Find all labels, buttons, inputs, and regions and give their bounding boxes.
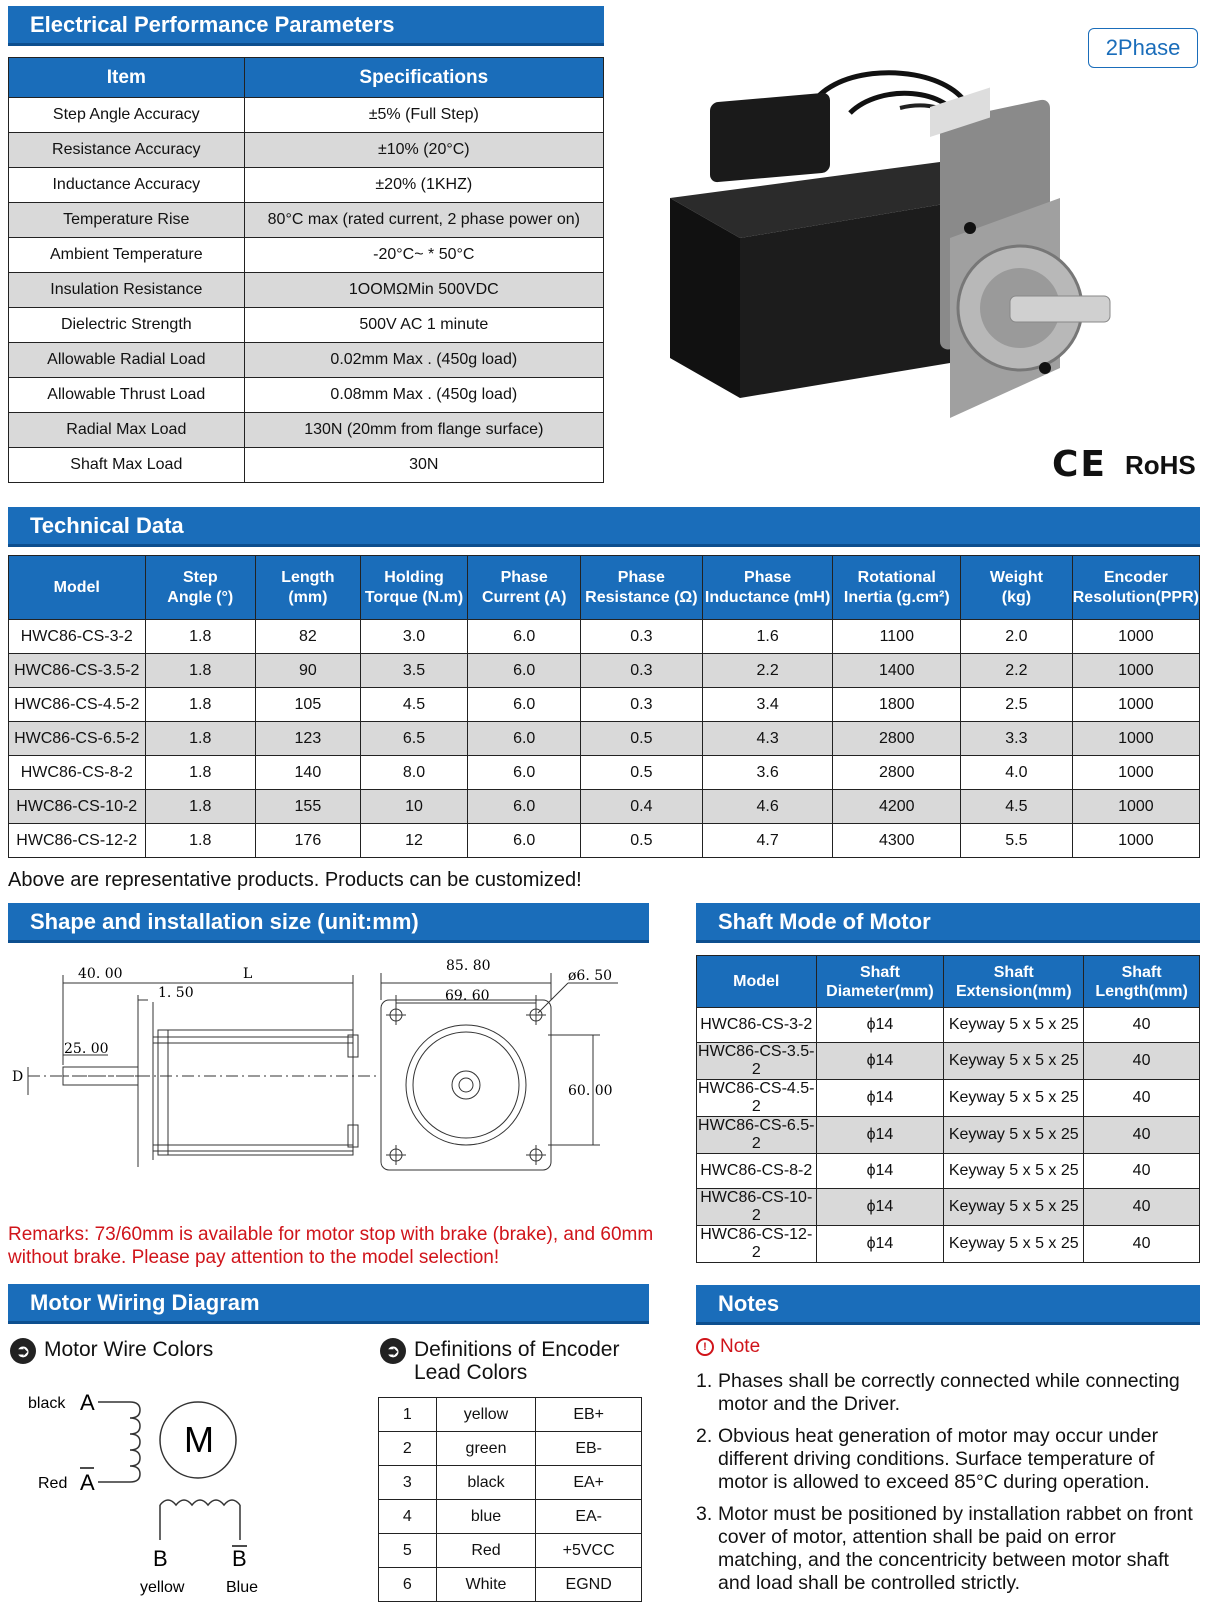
technical-header-line: Weight xyxy=(989,568,1043,586)
technical-header-cell xyxy=(833,556,961,620)
technical-header-line: Current (A) xyxy=(481,588,567,606)
technical-header-cell xyxy=(145,556,256,620)
technical-cell: 1.8 xyxy=(145,722,256,756)
technical-header-line: Rotational xyxy=(857,568,936,586)
technical-cell: 1.6 xyxy=(702,620,833,654)
encoder-cell: EB+ xyxy=(536,1398,642,1432)
encoder-cell: Red xyxy=(436,1534,536,1568)
shaft-header-line: Diameter(mm) xyxy=(826,982,934,1000)
technical-header-line: (kg) xyxy=(1001,588,1032,606)
encoder-cell: 2 xyxy=(379,1432,437,1466)
shaft-cell: ϕ14 xyxy=(816,1043,944,1080)
dim-696: 69. 60 xyxy=(445,988,490,1004)
note-text: Phases shall be correctly connected while connecting motor and the Driver. xyxy=(718,1370,1180,1415)
shaft-row xyxy=(697,1226,1200,1263)
technical-cell: 4200 xyxy=(833,790,961,824)
technical-cell: 6.5 xyxy=(360,722,468,756)
technical-header-line: Inductance (mH) xyxy=(704,588,831,606)
shaft-cell: 40 xyxy=(1084,1117,1200,1154)
electrical-spec: 1OOMΩMin 500VDC xyxy=(244,273,603,308)
technical-cell: 1.8 xyxy=(145,790,256,824)
technical-header-line: Encoder xyxy=(1103,568,1168,586)
technical-cell: 2.0 xyxy=(961,620,1073,654)
electrical-row xyxy=(9,273,604,308)
electrical-row xyxy=(9,343,604,378)
technical-cell: 155 xyxy=(256,790,361,824)
electrical-spec: 130N (20mm from flange surface) xyxy=(244,413,603,448)
technical-cell: 0.4 xyxy=(581,790,703,824)
technical-header-cell xyxy=(702,556,833,620)
technical-header-line: Resistance (Ω) xyxy=(585,588,698,606)
technical-header-line: Phase xyxy=(500,568,548,586)
encoder-cell: yellow xyxy=(436,1398,536,1432)
technical-header-row xyxy=(9,556,1200,620)
technical-cell: 4.5 xyxy=(961,790,1073,824)
technical-cell: 4.0 xyxy=(961,756,1073,790)
note-item xyxy=(696,1503,1204,1595)
shaft-header-cell xyxy=(1084,956,1200,1008)
technical-cell: 1000 xyxy=(1072,824,1199,858)
warning-icon: ! xyxy=(696,1338,714,1356)
shaft-row xyxy=(697,1154,1200,1189)
rohs-mark: RoHS xyxy=(1125,450,1196,480)
shaft-cell: Keyway 5 x 5 x 25 xyxy=(944,1226,1084,1263)
technical-cell: 123 xyxy=(256,722,361,756)
technical-header-line: Model xyxy=(53,578,100,596)
technical-cell: 3.5 xyxy=(360,654,468,688)
technical-cell: 105 xyxy=(256,688,361,722)
shaft-row xyxy=(697,1080,1200,1117)
technical-header-line: Phase xyxy=(617,568,665,586)
electrical-row xyxy=(9,98,604,133)
technical-cell: 1000 xyxy=(1072,654,1199,688)
technical-cell: 1.8 xyxy=(145,620,256,654)
technical-cell: HWC86-CS-6.5-2 xyxy=(9,722,146,756)
technical-header-cell xyxy=(9,556,146,620)
shaft-header-cell xyxy=(816,956,944,1008)
technical-cell: 1000 xyxy=(1072,790,1199,824)
shaft-cell: HWC86-CS-12-2 xyxy=(697,1226,817,1263)
encoder-cell: EA- xyxy=(536,1500,642,1534)
label-M: M xyxy=(184,1419,214,1460)
shaft-row xyxy=(697,1117,1200,1154)
label-black: black xyxy=(28,1395,66,1412)
technical-cell: 82 xyxy=(256,620,361,654)
technical-cell: 3.0 xyxy=(360,620,468,654)
technical-cell: 1.8 xyxy=(145,756,256,790)
shaft-cell: 40 xyxy=(1084,1154,1200,1189)
technical-cell: 1000 xyxy=(1072,620,1199,654)
shaft-cell: HWC86-CS-4.5-2 xyxy=(698,1080,815,1115)
shaft-header-row xyxy=(697,956,1200,1008)
technical-header-line: Step xyxy=(182,568,218,586)
phase-badge: 2Phase xyxy=(1088,28,1198,68)
label-Abar: A xyxy=(80,1470,95,1495)
shaft-cell: 40 xyxy=(1084,1043,1200,1080)
shaft-header-line: Shaft xyxy=(859,963,900,981)
shaft-cell: ϕ14 xyxy=(816,1008,944,1043)
encoder-title-line1: Definitions of Encoder xyxy=(414,1338,620,1361)
technical-cell: 1.8 xyxy=(145,824,256,858)
technical-cell: 4.5 xyxy=(360,688,468,722)
motor-photo xyxy=(650,68,1120,438)
shaft-cell: Keyway 5 x 5 x 25 xyxy=(944,1154,1084,1189)
technical-cell: 8.0 xyxy=(360,756,468,790)
technical-cell: 1.8 xyxy=(145,688,256,722)
shaft-header-line: Extension(mm) xyxy=(955,982,1072,1000)
electrical-row xyxy=(9,168,604,203)
electrical-row xyxy=(9,413,604,448)
electrical-item: Shaft Max Load xyxy=(9,448,245,483)
technical-cell: 6.0 xyxy=(468,722,581,756)
shaft-cell: 40 xyxy=(1084,1189,1200,1226)
remarks: Remarks: 73/60mm is available for motor stop with brake (brake), and 60mm without brake. Please pay attention to the model selection! xyxy=(8,1224,654,1268)
customize-note: Above are representative products. Products can be customized! xyxy=(8,869,582,891)
encoder-row xyxy=(379,1500,642,1534)
electrical-spec: 500V AC 1 minute xyxy=(244,308,603,343)
technical-cell: 1000 xyxy=(1072,722,1199,756)
technical-row xyxy=(9,654,1200,688)
technical-cell: 5.5 xyxy=(961,824,1073,858)
technical-cell: 0.5 xyxy=(581,722,703,756)
encoder-table xyxy=(378,1397,642,1602)
note-number: 3. xyxy=(696,1503,713,1525)
note-number: 1. xyxy=(696,1370,713,1392)
technical-cell: 3.6 xyxy=(702,756,833,790)
dim-L: L xyxy=(243,966,253,982)
technical-row xyxy=(9,790,1200,824)
electrical-spec: 80°C max (rated current, 2 phase power on) xyxy=(244,203,603,238)
encoder-cell: 5 xyxy=(379,1534,437,1568)
technical-cell: HWC86-CS-3.5-2 xyxy=(9,654,146,688)
technical-row xyxy=(9,722,1200,756)
electrical-row xyxy=(9,238,604,273)
encoder-cell: blue xyxy=(436,1500,536,1534)
encoder-row xyxy=(379,1398,642,1432)
dim-D: D xyxy=(12,1069,24,1085)
shaft-cell: ϕ14 xyxy=(816,1080,944,1117)
shaft-row xyxy=(697,1189,1200,1226)
dim-25: 25. 00 xyxy=(64,1041,109,1057)
section-shape: Shape and installation size (unit:mm) xyxy=(8,903,649,943)
technical-header-line: Length xyxy=(281,568,335,586)
electrical-item: Resistance Accuracy xyxy=(9,133,245,168)
encoder-cell: 3 xyxy=(379,1466,437,1500)
shaft-cell: HWC86-CS-3.5-2 xyxy=(698,1043,815,1078)
shaft-cell: HWC86-CS-8-2 xyxy=(697,1154,817,1189)
electrical-row xyxy=(9,308,604,343)
technical-cell: 4.7 xyxy=(702,824,833,858)
shaft-cell: Keyway 5 x 5 x 25 xyxy=(944,1117,1084,1154)
technical-cell: 2.2 xyxy=(961,654,1073,688)
technical-cell: 1000 xyxy=(1072,688,1199,722)
section-wiring: Motor Wiring Diagram xyxy=(8,1284,649,1324)
technical-header-line: (mm) xyxy=(288,588,328,606)
shaft-cell: Keyway 5 x 5 x 25 xyxy=(944,1189,1084,1226)
encoder-cell: EGND xyxy=(536,1568,642,1602)
electrical-row xyxy=(9,203,604,238)
label-red: Red xyxy=(38,1475,68,1492)
electrical-row xyxy=(9,133,604,168)
encoder-cell: +5VCC xyxy=(536,1534,642,1568)
note-item xyxy=(696,1370,1204,1416)
technical-row xyxy=(9,620,1200,654)
technical-header-cell xyxy=(1072,556,1199,620)
electrical-item: Step Angle Accuracy xyxy=(9,98,245,133)
note-text: Motor must be positioned by installation rabbet on front cover of motor, attention shall be paid on error matching, and the concentricity between motor shaft and load shall be controlled strictly. xyxy=(718,1503,1193,1594)
technical-header-cell xyxy=(581,556,703,620)
electrical-table xyxy=(8,57,604,483)
technical-cell: 0.3 xyxy=(581,620,703,654)
technical-header-cell xyxy=(256,556,361,620)
note-title: Note xyxy=(720,1336,761,1357)
electrical-item: Allowable Thrust Load xyxy=(9,378,245,413)
technical-cell: 2800 xyxy=(833,756,961,790)
technical-cell: 12 xyxy=(360,824,468,858)
shaft-header-cell xyxy=(944,956,1084,1008)
shaft-row xyxy=(697,1043,1200,1080)
motor-wiring-diagram xyxy=(20,1380,350,1600)
electrical-spec: ±10% (20°C) xyxy=(244,133,603,168)
dim-dia: ø6. 50 xyxy=(568,968,613,984)
encoder-cell: EB- xyxy=(536,1432,642,1466)
section-notes: Notes xyxy=(696,1285,1200,1325)
technical-cell: 6.0 xyxy=(468,824,581,858)
technical-cell: 0.5 xyxy=(581,824,703,858)
technical-cell: 1.8 xyxy=(145,654,256,688)
label-B: B xyxy=(153,1546,168,1571)
motor-wire-colors-heading xyxy=(10,1338,213,1364)
dim-150: 1. 50 xyxy=(158,985,194,1001)
electrical-row xyxy=(9,378,604,413)
technical-cell: 4300 xyxy=(833,824,961,858)
encoder-cell: White xyxy=(436,1568,536,1602)
encoder-cell: 4 xyxy=(379,1500,437,1534)
shaft-cell: Keyway 5 x 5 x 25 xyxy=(944,1080,1084,1117)
technical-cell: HWC86-CS-12-2 xyxy=(9,824,146,858)
technical-cell: 0.3 xyxy=(581,688,703,722)
technical-header-cell xyxy=(468,556,581,620)
technical-header-cell xyxy=(360,556,468,620)
electrical-spec: 0.08mm Max . (450g load) xyxy=(244,378,603,413)
encoder-colors-heading xyxy=(380,1338,619,1384)
encoder-cell: black xyxy=(436,1466,536,1500)
shaft-header-line: Shaft xyxy=(1121,963,1162,981)
electrical-item: Dielectric Strength xyxy=(9,308,245,343)
technical-cell: 4.3 xyxy=(702,722,833,756)
encoder-cell: EA+ xyxy=(536,1466,642,1500)
label-blue: Blue xyxy=(226,1579,259,1596)
technical-cell: 6.0 xyxy=(468,620,581,654)
electrical-spec: -20°C~ * 50°C xyxy=(244,238,603,273)
dim-40: 40. 00 xyxy=(78,966,123,982)
technical-row xyxy=(9,756,1200,790)
arrow-icon: ➲ xyxy=(10,1338,36,1364)
technical-row xyxy=(9,824,1200,858)
encoder-row xyxy=(379,1534,642,1568)
technical-cell: 3.3 xyxy=(961,722,1073,756)
technical-cell: 6.0 xyxy=(468,756,581,790)
technical-cell: 2.2 xyxy=(702,654,833,688)
note-text: Obvious heat generation of motor may occur under different driving conditions. Surface temperature of motor is allowed to exceed 85°C during operation. xyxy=(718,1425,1159,1493)
electrical-item: Insulation Resistance xyxy=(9,273,245,308)
technical-header-line: Inertia (g.cm²) xyxy=(843,588,950,606)
shaft-cell: ϕ14 xyxy=(816,1154,944,1189)
label-A: A xyxy=(80,1390,95,1415)
encoder-cell: 6 xyxy=(379,1568,437,1602)
technical-cell: HWC86-CS-4.5-2 xyxy=(9,688,146,722)
electrical-spec: 30N xyxy=(244,448,603,483)
shaft-cell: 40 xyxy=(1084,1080,1200,1117)
electrical-header-spec: Specifications xyxy=(244,58,603,98)
technical-cell: 2.5 xyxy=(961,688,1073,722)
technical-cell: 176 xyxy=(256,824,361,858)
technical-cell: 140 xyxy=(256,756,361,790)
motor-wire-colors-title: Motor Wire Colors xyxy=(44,1338,214,1361)
shaft-header-cell xyxy=(697,956,817,1008)
technical-header-cell xyxy=(961,556,1073,620)
technical-row xyxy=(9,688,1200,722)
technical-cell: 90 xyxy=(256,654,361,688)
technical-header-line: Torque (N.m) xyxy=(364,588,464,606)
ce-mark: CE xyxy=(1052,444,1108,485)
section-electrical: Electrical Performance Parameters xyxy=(8,6,604,46)
electrical-item: Temperature Rise xyxy=(9,203,245,238)
shaft-cell: HWC86-CS-10-2 xyxy=(697,1189,817,1226)
electrical-header-row xyxy=(9,58,604,98)
shaft-cell: Keyway 5 x 5 x 25 xyxy=(944,1043,1084,1080)
dim-858: 85. 80 xyxy=(446,958,491,974)
shaft-cell: HWC86-CS-6.5-2 xyxy=(698,1117,815,1152)
technical-cell: 6.0 xyxy=(468,688,581,722)
notes-list xyxy=(696,1370,1204,1604)
dim-60: 60. 00 xyxy=(568,1083,613,1099)
technical-cell: 1800 xyxy=(833,688,961,722)
electrical-header-item: Item xyxy=(9,58,245,98)
technical-cell: 2800 xyxy=(833,722,961,756)
electrical-item: Radial Max Load xyxy=(9,413,245,448)
shaft-cell: 40 xyxy=(1084,1008,1200,1043)
technical-cell: 10 xyxy=(360,790,468,824)
technical-header-line: Angle (°) xyxy=(167,588,234,606)
technical-cell: HWC86-CS-8-2 xyxy=(9,756,146,790)
encoder-row xyxy=(379,1568,642,1602)
label-yellow: yellow xyxy=(140,1579,185,1596)
technical-cell: 6.0 xyxy=(468,790,581,824)
shaft-header-line: Length(mm) xyxy=(1095,982,1188,1000)
electrical-row xyxy=(9,448,604,483)
technical-cell: 3.4 xyxy=(702,688,833,722)
technical-cell: 1100 xyxy=(833,620,961,654)
encoder-cell: 1 xyxy=(379,1398,437,1432)
electrical-item: Ambient Temperature xyxy=(9,238,245,273)
encoder-row xyxy=(379,1432,642,1466)
electrical-item: Allowable Radial Load xyxy=(9,343,245,378)
electrical-spec: ±20% (1KHZ) xyxy=(244,168,603,203)
technical-cell: 0.5 xyxy=(581,756,703,790)
shaft-row xyxy=(697,1008,1200,1043)
technical-cell: 1000 xyxy=(1072,756,1199,790)
note-item xyxy=(696,1425,1204,1494)
technical-header-line: Holding xyxy=(384,568,444,586)
electrical-item: Inductance Accuracy xyxy=(9,168,245,203)
arrow-icon: ➲ xyxy=(380,1338,406,1364)
section-technical: Technical Data xyxy=(8,507,1200,547)
technical-cell: 0.3 xyxy=(581,654,703,688)
shaft-cell: ϕ14 xyxy=(816,1189,944,1226)
technical-cell: HWC86-CS-10-2 xyxy=(9,790,146,824)
technical-cell: 4.6 xyxy=(702,790,833,824)
electrical-spec: 0.02mm Max . (450g load) xyxy=(244,343,603,378)
technical-cell: 6.0 xyxy=(468,654,581,688)
shaft-cell: HWC86-CS-3-2 xyxy=(697,1008,817,1043)
note-heading xyxy=(696,1336,760,1358)
electrical-spec: ±5% (Full Step) xyxy=(244,98,603,133)
technical-cell: 1400 xyxy=(833,654,961,688)
note-number: 2. xyxy=(696,1425,713,1447)
encoder-row xyxy=(379,1466,642,1500)
shaft-cell: 40 xyxy=(1084,1226,1200,1263)
encoder-cell: green xyxy=(436,1432,536,1466)
technical-header-line: Resolution(PPR) xyxy=(1072,588,1199,606)
technical-table xyxy=(8,555,1200,858)
encoder-title-line2: Lead Colors xyxy=(414,1361,528,1384)
technical-header-line: Phase xyxy=(744,568,792,586)
installation-drawing xyxy=(8,955,648,1215)
shaft-cell: ϕ14 xyxy=(816,1117,944,1154)
shaft-cell: Keyway 5 x 5 x 25 xyxy=(944,1008,1084,1043)
technical-cell: HWC86-CS-3-2 xyxy=(9,620,146,654)
shaft-table xyxy=(696,955,1200,1263)
label-Bbar: B xyxy=(232,1546,247,1571)
section-shaft: Shaft Mode of Motor xyxy=(696,903,1200,943)
shaft-header-line: Model xyxy=(733,973,780,990)
shaft-header-line: Shaft xyxy=(993,963,1034,981)
shaft-cell: ϕ14 xyxy=(816,1226,944,1263)
